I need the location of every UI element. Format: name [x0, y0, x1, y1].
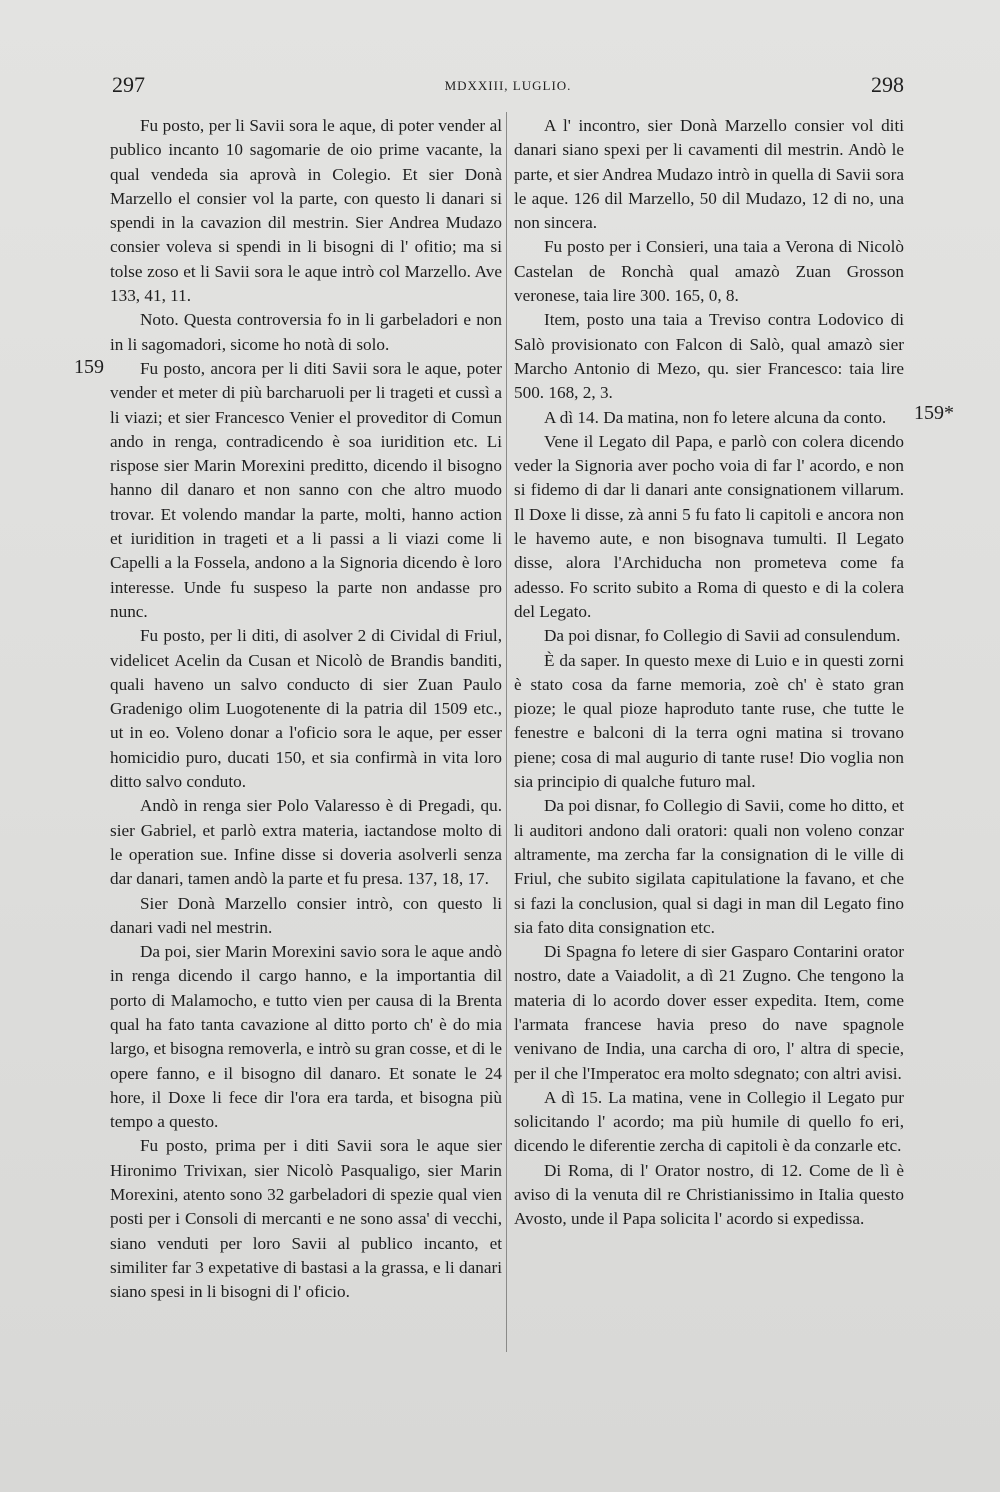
paragraph: È da saper. In questo mexe di Luio e in questi zorni è stato cosa da farne memoria, zoè ch' è stato gran pioze; le qual pioze haproduto tante ruse, che tutte le fenestre e balconi di la terra ogni matina si trovano piene; cosa di mal augurio di tante ruse! Dio voglia non sia principio di qualche futuro mal.: [514, 650, 904, 792]
paragraph: Fu posto, per li Savii sora le aque, di poter vender al publico incanto 10 sagomarie de oio prime vacante, la qual vendeda sia aprovà in Colegio. Et sier Donà Marzello el consier vol la parte, con questo li danari si spendi in la cavazion dil mestrin. Sier Andrea Mudazo consier voleva si spendi in li bisogni di l' ofitio; ma si tolse zoso et li Savii sora le aque intrò col Marzello. Ave 133, 41, 11.: [110, 116, 502, 306]
right-column: [514, 114, 904, 1232]
paragraph: Fu posto, per li diti, di asolver 2 di Cividal di Friul, videlicet Acelin da Cusan et Nicolò de Brandis banditi, quali haveno un salvo conducto di sier Zuan Paulo Gradenigo olim Luogotenente di la patria dil 1509 etc., ut in eo. Voleno donar a l'oficio sora le aque, per esser homicidio puro, ducati 150, et sia confirmà in vita loro ditto salvo conduto.: [110, 626, 502, 792]
paragraph: A dì 14. Da matina, non fo letere alcuna da conto.: [544, 407, 887, 427]
paragraph: Fu posto, ancora per li diti Savii sora le aque, poter vender et meter di più barcharuoli per li trageti et cussì a li viazi; et sier Francesco Venier el proveditor di Comun ando in renga, contradicendo è soa iuridition etc. Li rispose sier Marin Morexini preditto, dicendo il bisogno hanno dil danaro et non sanno con che altro muodo trovar. Et volendo mandar la parte, molti, hanno action et iuridition in trageti et a li passi a li viazi come li Capelli a la Fossela, andono a la Signoria dicendo è loro interesse. Unde fu suspeso la parte non andasse pro nunc.: [110, 358, 502, 621]
paragraph: Sier Donà Marzello consier intrò, con questo li danari vadi nel mestrin.: [110, 893, 502, 937]
column-divider: [506, 112, 507, 1352]
paragraph: Andò in renga sier Polo Valaresso è di Pregadi, qu. sier Gabriel, et parlò extra materia, iactandose molto di le operation sue. Infine disse si doveria asolverli senza dar danari, tamen andò la parte et fu presa. 137, 18, 17.: [110, 796, 502, 889]
paragraph: Fu posto per i Consieri, una taia a Verona di Nicolò Castelan de Ronchà qual amazò Zuan Grosson veronese, taia lire 300. 165, 0, 8.: [514, 237, 904, 306]
paragraph: Di Spagna fo letere di sier Gasparo Contarini orator nostro, date a Vaiadolit, a dì 21 Zugno. Che tengono la materia di lo acordo dover esser expedita. Item, come l'armata francese havia preso do nave spagnole venivano de India, una carcha di oro, l' altra di specie, per il che l'Imperatoc era molto sdegnato; con altri avisi.: [514, 942, 904, 1083]
margin-note-left: 159: [74, 356, 104, 378]
left-page-number: 297: [112, 72, 145, 97]
paragraph: Item, posto una taia a Treviso contra Lodovico di Salò provisionato con Falcon di Salò, qual amazò sier Marcho Antonio di Mezo, qu. sier Francesco: taia lire 500. 168, 2, 3.: [514, 310, 904, 403]
paragraph: Di Roma, di l' Orator nostro, di 12. Come de lì è aviso di la venuta dil re Christianissimo in Italia questo Avosto, unde il Papa solicita l' acordo si expedissa.: [514, 1160, 904, 1229]
paragraph: A dì 15. La matina, vene in Collegio il Legato pur solicitando l' acordo; ma più humile di quello fo eri, dicendo le diferentie zercha di capitoli è da conzarle etc.: [514, 1087, 904, 1156]
paragraph: Noto. Questa controversia fo in li garbeladori e non in li sagomadori, sicome ho notà di solo.: [110, 310, 502, 354]
left-column: [110, 114, 502, 1305]
running-head: MDXXIII, LUGLIO.: [444, 78, 572, 93]
paragraph: Fu posto, prima per i diti Savii sora le aque sier Hironimo Trivixan, sier Nicolò Pasqualigo, sier Marin Morexini, atento sono 32 garbeladori di spezie qual vien posti per i Consoli di mercanti e ne sono assa' di vecchi, siano venduti per loro Savii al publico incanto, et similiter far 3 expetative di bastasi a la grassa, e li danari siano spesi in li bisogni di l' oficio.: [110, 1136, 502, 1302]
paragraph: Da poi disnar, fo Collegio di Savii, come ho ditto, et li auditori andono dali oratori: quali non voleno conzar altramente, ma zercha far la consignation di le ville di Friul, che subito sigilata capitulatione la favano, et che si fazi la conclusion, qual si dagi in man dil Legato fino sia fato dita consignation etc.: [514, 796, 904, 937]
paragraph: Da poi disnar, fo Collegio di Savii ad consulendum.: [544, 626, 901, 646]
margin-note-right: 159*: [914, 402, 954, 424]
paragraph: Vene il Legato dil Papa, e parlò con colera dicendo veder la Signoria aver pocho voia di far l' acordo, e non si fidemo di dar li danari ante consignationem villarum. Il Doxe li disse, zà anni 5 fu fato li capitoli e ancora non le havemo aute, e non bisognava tumulti. Il Legato disse, alora l'Archiducha non prometeva come fa adesso. Fo scrito subito a Roma di questo e di la colera del Legato.: [514, 431, 904, 621]
page-header: [112, 72, 904, 102]
paragraph: A l' incontro, sier Donà Marzello consier vol diti danari siano spexi per li cavamenti dil mestrin. Andò le parte, et sier Andrea Mudazo intrò in quella di Savii sora le aque. 126 dil Marzello, 50 dil Mudazo, 12 di no, una non sincera.: [514, 116, 904, 233]
paragraph: Da poi, sier Marin Morexini savio sora le aque andò in renga dicendo il cargo hanno, e la importantia dil porto di Malamocho, e tutto vien per causa di la Brenta qual ha fato tanta cavazione al ditto porto ch' è do mia largo, et bisogna removerla, e intrò su gran cosse, et di le opere fanno, e il bisogno dil danaro. Et sonate le 24 hore, il Doxe li fece dir l'ora era tarda, et bisogna più tempo a questo.: [110, 942, 503, 1132]
right-page-number: 298: [871, 72, 904, 97]
